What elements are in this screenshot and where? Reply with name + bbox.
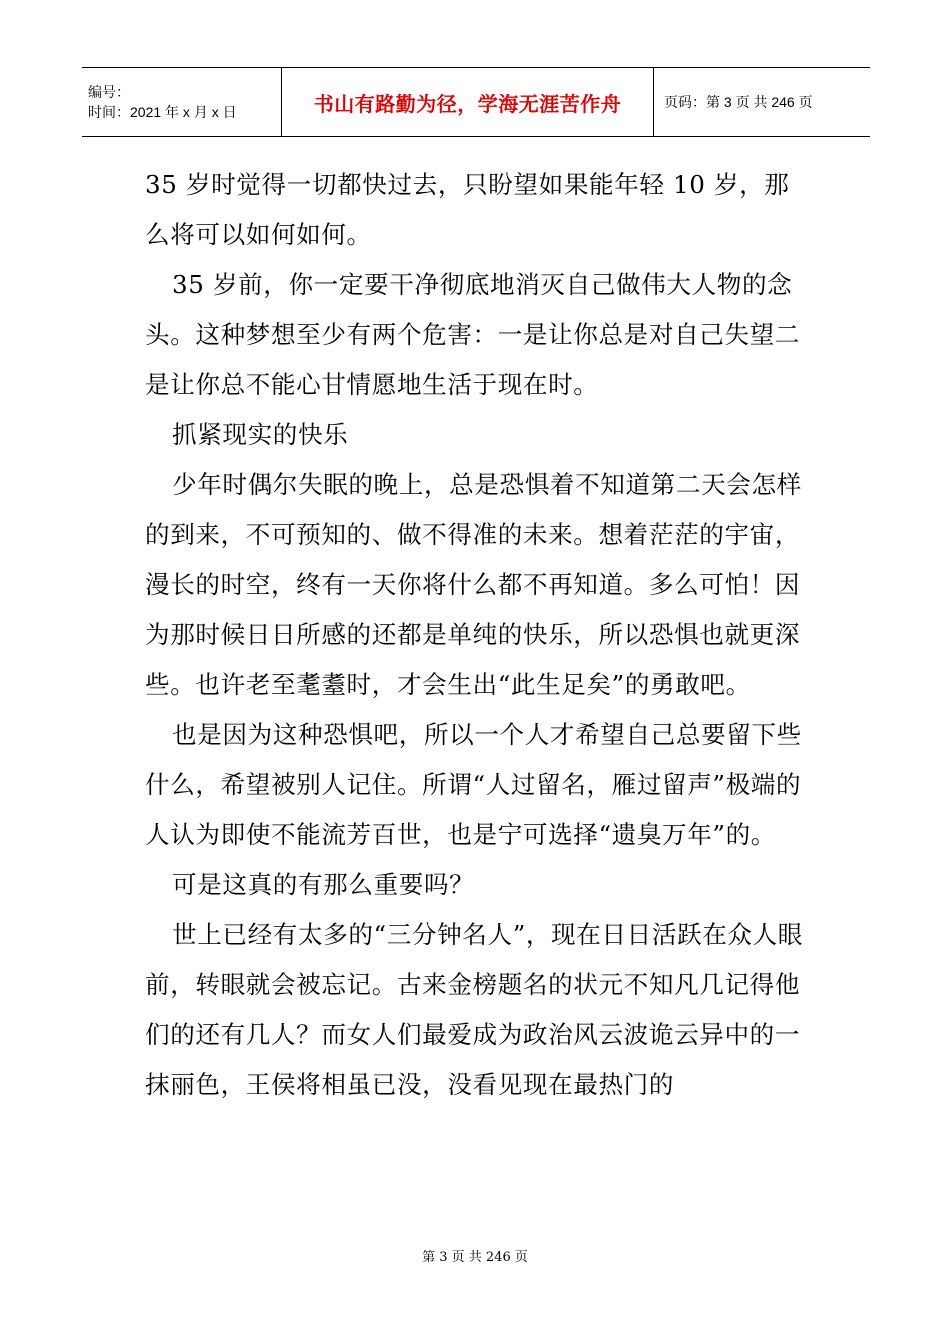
page-footer: 第 3 页 共 246 页 xyxy=(422,1250,528,1265)
header-motto-cell xyxy=(282,68,654,136)
paragraph: 少年时偶尔失眠的晚上，总是恐惧着不知道第二天会怎样的到来，不可预知的、做不得准的未来。想着茫茫的宇宙，漫长的时空，终有一天你将什么都不再知道。多么可怕！因为那时候日日所感的还都是单纯的快乐，所以恐惧也就更深些。也许老至耄耋时，才会生出“此生足矣”的勇敢吧。 xyxy=(145,470,802,699)
page-header xyxy=(82,67,870,137)
paragraph: 可是这真的有那么重要吗？ xyxy=(172,870,475,899)
paragraph: 世上已经有太多的“三分钟名人”，现在日日活跃在众人眼前，转眼就会被忘记。古来金榜题名的状元不知凡几记得他们的还有几人？而女人们最爱成为政治风云波诡云异中的一抹丽色，王侯将相虽已没，没看见现在最热门的 xyxy=(145,920,803,1099)
body-text xyxy=(145,160,810,1110)
header-meta xyxy=(82,68,282,136)
paragraph: 35 岁前，你一定要干净彻底地消灭自己做伟大人物的念头。这种梦想至少有两个危害：一是让你总是对自己失望二是让你总不能心甘情愿地生活于现在时。 xyxy=(145,270,801,399)
header-page-info-cell xyxy=(654,68,870,136)
paragraph: 35 岁时觉得一切都快过去，只盼望如果能年轻 10 岁，那么将可以如何如何。 xyxy=(145,170,790,249)
number-label: 编号： xyxy=(88,84,130,100)
motto-text: 书山有路勤为径，学海无涯苦作舟 xyxy=(313,91,622,116)
section-heading: 抓紧现实的快乐 xyxy=(172,420,349,449)
time-label: 时间：2021 年 x 月 x 日 xyxy=(88,104,237,120)
paragraph: 也是因为这种恐惧吧，所以一个人才希望自己总要留下些什么，希望被别人记住。所谓“人过留名，雁过留声”极端的人认为即使不能流芳百世，也是宁可选择“遗臭万年”的。 xyxy=(145,720,802,849)
page-info: 页码：第 3 页 共 246 页 xyxy=(664,94,813,110)
